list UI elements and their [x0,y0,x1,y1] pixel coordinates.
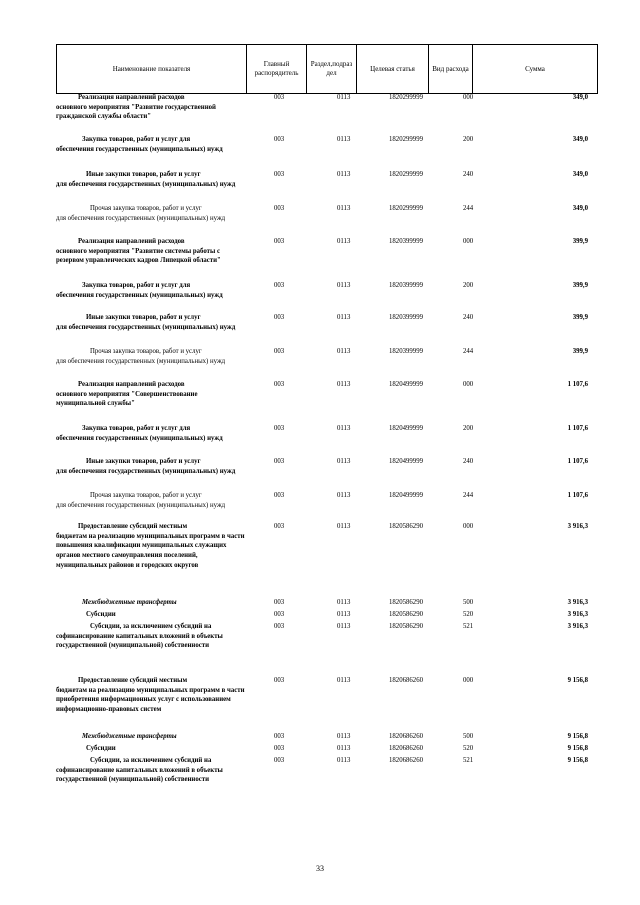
row-article: 1820299999 [389,171,423,178]
row-admin: 003 [274,733,285,740]
header-type: Вид расхода [429,45,473,94]
row-sum: 3 916,3 [567,623,588,630]
page-number: 33 [316,864,324,873]
row-sum: 349,0 [572,136,588,143]
row-article: 1820586290 [389,611,423,618]
row-admin: 003 [274,171,285,178]
row-name-continuation: основного мероприятия "Развитие государственной гражданской службы области" [56,103,216,121]
row-name-first-line: Субсидии, за исключением субсидий на [90,757,212,764]
row-type: 500 [463,599,474,606]
row-name [56,491,246,510]
row-section: 0113 [337,599,351,606]
row-sum: 3 916,3 [567,599,588,606]
row-admin: 003 [274,136,285,143]
row-type: 200 [463,136,474,143]
row-section: 0113 [337,205,351,212]
row-section: 0113 [337,314,351,321]
row-article: 1820399999 [389,348,423,355]
row-section: 0113 [337,623,351,630]
row-sum: 9 156,8 [567,677,588,684]
row-section: 0113 [337,282,351,289]
row-name-first-line: Субсидии [86,745,116,752]
row-admin: 003 [274,238,285,245]
row-type: 520 [463,611,474,618]
row-name [56,347,246,366]
row-name-first-line: Закупка товаров, работ и услуг для [82,136,191,143]
row-name-continuation: основного мероприятия "Развитие системы работы с резервом управленческих кадров Липецкой области" [56,247,221,265]
row-name [56,676,246,715]
header-section: Раздел,подраз дел [307,45,357,94]
row-name [56,457,246,476]
row-type: 000 [463,238,474,245]
row-article: 1820399999 [389,314,423,321]
row-name-continuation: софинансирование капитальных вложений в объекты государственной (муниципальной) собственности [56,632,223,650]
row-article: 1820299999 [389,136,423,143]
row-name [56,135,246,154]
row-name-first-line: Субсидии, за исключением субсидий на [90,623,212,630]
row-name-first-line: Реализация направлений расходов [78,94,185,101]
row-name-first-line: Предоставление субсидий местным [78,677,188,684]
row-type: 000 [463,381,474,388]
row-section: 0113 [337,677,351,684]
row-name [56,610,246,620]
row-type: 000 [463,677,474,684]
row-name-first-line: Прочая закупка товаров, работ и услуг [90,492,202,499]
row-type: 240 [463,171,474,178]
row-name-continuation: обеспечения государственных (муниципальных) нужд [56,434,223,442]
row-sum: 9 156,8 [567,757,588,764]
row-name-continuation: основного мероприятия "Совершенствование муниципальной службы" [56,390,198,408]
row-name-first-line: Закупка товаров, работ и услуг для [82,282,191,289]
row-name [56,237,246,266]
row-section: 0113 [337,94,351,101]
row-type: 000 [463,94,474,101]
header-admin: Главный распорядитель [247,45,307,94]
row-article: 1820586290 [389,599,423,606]
row-name-continuation: бюджетам на реализацию муниципальных программ в части повышения квалификации муниципальных служащих органов местного самоуправления поселений, муниципальных районов и городских округов [56,532,245,569]
row-type: 244 [463,492,474,499]
row-name [56,424,246,443]
row-name [56,93,246,122]
row-sum: 349,0 [572,94,588,101]
row-name [56,756,246,785]
header-sum: Сумма [473,45,598,94]
row-admin: 003 [274,458,285,465]
row-article: 1820499999 [389,381,423,388]
row-admin: 003 [274,757,285,764]
row-name [56,204,246,223]
row-name-first-line: Межбюджетные трансферты [82,599,177,606]
row-admin: 003 [274,348,285,355]
row-type: 000 [463,523,474,530]
row-name-continuation: для обеспечения государственных (муниципальных) нужд [56,357,226,365]
row-name-continuation: для обеспечения государственных (муниципальных) нужд [56,501,226,509]
row-name-first-line: Субсидии [86,611,116,618]
row-name [56,598,246,608]
row-sum: 9 156,8 [567,733,588,740]
row-sum: 3 916,3 [567,611,588,618]
row-article: 1820686260 [389,677,423,684]
row-admin: 003 [274,381,285,388]
row-article: 1820686260 [389,745,423,752]
row-admin: 003 [274,314,285,321]
row-name-first-line: Реализация направлений расходов [78,238,185,245]
table-header [56,44,598,94]
row-name-continuation: обеспечения государственных (муниципальных) нужд [56,291,223,299]
row-name-continuation: для обеспечения государственных (муниципальных) нужд [56,180,236,188]
row-article: 1820586290 [389,523,423,530]
row-name-first-line: Прочая закупка товаров, работ и услуг [90,348,202,355]
row-name [56,281,246,300]
row-section: 0113 [337,611,351,618]
header-article: Целевая статья [357,45,429,94]
row-sum: 349,0 [572,171,588,178]
row-article: 1820299999 [389,94,423,101]
row-article: 1820686260 [389,733,423,740]
row-sum: 1 107,6 [567,381,588,388]
row-admin: 003 [274,523,285,530]
row-article: 1820586290 [389,623,423,630]
row-name-first-line: Предоставление субсидий местным [78,523,188,530]
row-admin: 003 [274,677,285,684]
row-name [56,732,246,742]
row-article: 1820499999 [389,492,423,499]
row-name-first-line: Иные закупки товаров, работ и услуг [86,458,201,465]
row-name-first-line: Закупка товаров, работ и услуг для [82,425,191,432]
row-name-first-line: Иные закупки товаров, работ и услуг [86,171,201,178]
row-name-first-line: Межбюджетные трансферты [82,733,177,740]
row-admin: 003 [274,94,285,101]
row-section: 0113 [337,523,351,530]
row-type: 500 [463,733,474,740]
row-admin: 003 [274,425,285,432]
row-type: 244 [463,348,474,355]
row-admin: 003 [274,745,285,752]
row-name-continuation: бюджетам на реализацию муниципальных программ в части приобретения информационных услуг с использованием информационно-правовых систем [56,686,245,714]
row-type: 521 [463,757,474,764]
row-article: 1820299999 [389,205,423,212]
row-sum: 1 107,6 [567,458,588,465]
row-sum: 399,9 [572,282,588,289]
row-name [56,313,246,332]
row-section: 0113 [337,238,351,245]
row-section: 0113 [337,348,351,355]
row-article: 1820499999 [389,458,423,465]
row-type: 200 [463,282,474,289]
row-admin: 003 [274,205,285,212]
row-type: 520 [463,745,474,752]
row-name [56,622,246,651]
row-name [56,744,246,754]
row-sum: 399,9 [572,238,588,245]
row-article: 1820399999 [389,282,423,289]
row-name-continuation: для обеспечения государственных (муниципальных) нужд [56,323,236,331]
row-section: 0113 [337,492,351,499]
row-sum: 399,9 [572,314,588,321]
row-article: 1820499999 [389,425,423,432]
row-name-first-line: Прочая закупка товаров, работ и услуг [90,205,202,212]
row-name [56,380,246,409]
row-sum: 9 156,8 [567,745,588,752]
row-sum: 1 107,6 [567,425,588,432]
row-section: 0113 [337,136,351,143]
row-name [56,522,246,571]
row-sum: 349,0 [572,205,588,212]
row-section: 0113 [337,171,351,178]
row-sum: 1 107,6 [567,492,588,499]
row-name-continuation: для обеспечения государственных (муниципальных) нужд [56,214,226,222]
row-admin: 003 [274,611,285,618]
row-section: 0113 [337,458,351,465]
row-name-continuation: для обеспечения государственных (муниципальных) нужд [56,467,236,475]
row-type: 244 [463,205,474,212]
row-section: 0113 [337,745,351,752]
row-section: 0113 [337,381,351,388]
row-article: 1820686260 [389,757,423,764]
row-type: 240 [463,314,474,321]
row-section: 0113 [337,425,351,432]
row-sum: 3 916,3 [567,523,588,530]
row-admin: 003 [274,623,285,630]
row-admin: 003 [274,492,285,499]
row-name-continuation: софинансирование капитальных вложений в объекты государственной (муниципальной) собственности [56,766,223,784]
row-type: 521 [463,623,474,630]
row-name-continuation: обеспечения государственных (муниципальных) нужд [56,145,223,153]
row-name-first-line: Иные закупки товаров, работ и услуг [86,314,201,321]
row-admin: 003 [274,282,285,289]
row-article: 1820399999 [389,238,423,245]
row-sum: 399,9 [572,348,588,355]
row-type: 200 [463,425,474,432]
row-section: 0113 [337,733,351,740]
row-section: 0113 [337,757,351,764]
row-name [56,170,246,189]
row-type: 240 [463,458,474,465]
row-admin: 003 [274,599,285,606]
header-name: Наименование показателя [57,45,247,94]
row-name-first-line: Реализация направлений расходов [78,381,185,388]
